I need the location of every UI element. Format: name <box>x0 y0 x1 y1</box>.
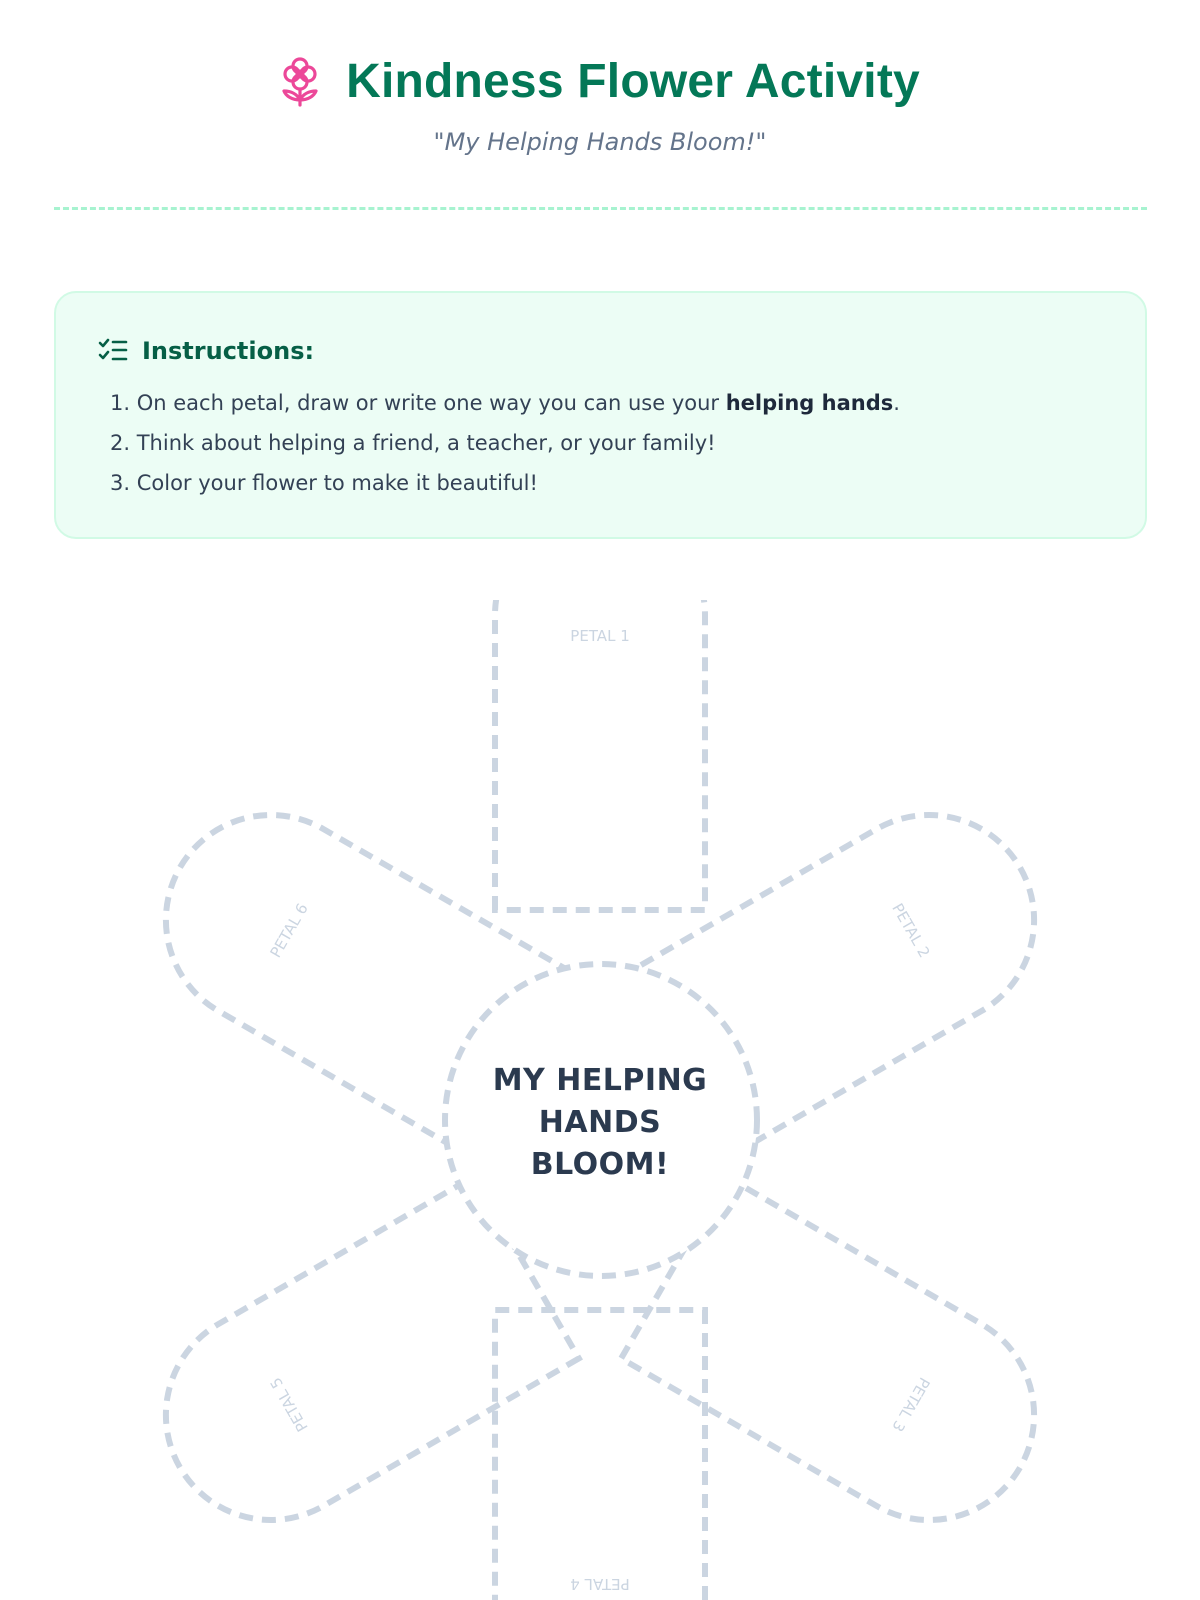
instruction-text: On each petal, draw or write one way you can use your <box>136 391 726 415</box>
petal-label: PETAL 1 <box>570 627 630 645</box>
petal-4[interactable] <box>495 1310 705 1600</box>
dashed-divider <box>54 207 1147 210</box>
instructions-header <box>98 337 314 365</box>
page-title: Kindness Flower Activity <box>346 55 920 108</box>
instruction-item <box>110 463 900 503</box>
title-row <box>0 52 1200 112</box>
petal-label: PETAL 4 <box>570 1575 630 1593</box>
instructions-list <box>110 383 900 503</box>
checklist-icon <box>98 338 128 364</box>
header <box>0 0 1200 220</box>
flower-center-text <box>450 1060 750 1186</box>
instruction-emphasis: helping hands <box>725 391 894 415</box>
instruction-number: 3. <box>110 471 131 495</box>
petal-label: PETAL 5 <box>266 1374 312 1435</box>
petal-label: PETAL 3 <box>888 1374 934 1435</box>
center-line: HANDS <box>538 1105 662 1140</box>
instructions-panel <box>54 291 1147 539</box>
instruction-text: Color your flower to make it beautiful! <box>136 471 538 495</box>
page-subtitle: "My Helping Hands Bloom!" <box>433 128 767 156</box>
center-line: MY HELPING <box>492 1063 708 1098</box>
instruction-item <box>110 383 900 423</box>
instruction-item <box>110 423 900 463</box>
petal-label: PETAL 2 <box>888 900 934 961</box>
instruction-text-end: . <box>893 391 900 415</box>
instruction-number: 1. <box>110 391 131 415</box>
petal-1[interactable] <box>495 600 705 910</box>
flower-icon <box>280 56 320 108</box>
instructions-title: Instructions: <box>142 337 315 365</box>
instruction-number: 2. <box>110 431 131 455</box>
instruction-text: Think about helping a friend, a teacher, or your family! <box>136 431 716 455</box>
center-line: BLOOM! <box>530 1147 670 1182</box>
petal-label: PETAL 6 <box>266 900 312 961</box>
